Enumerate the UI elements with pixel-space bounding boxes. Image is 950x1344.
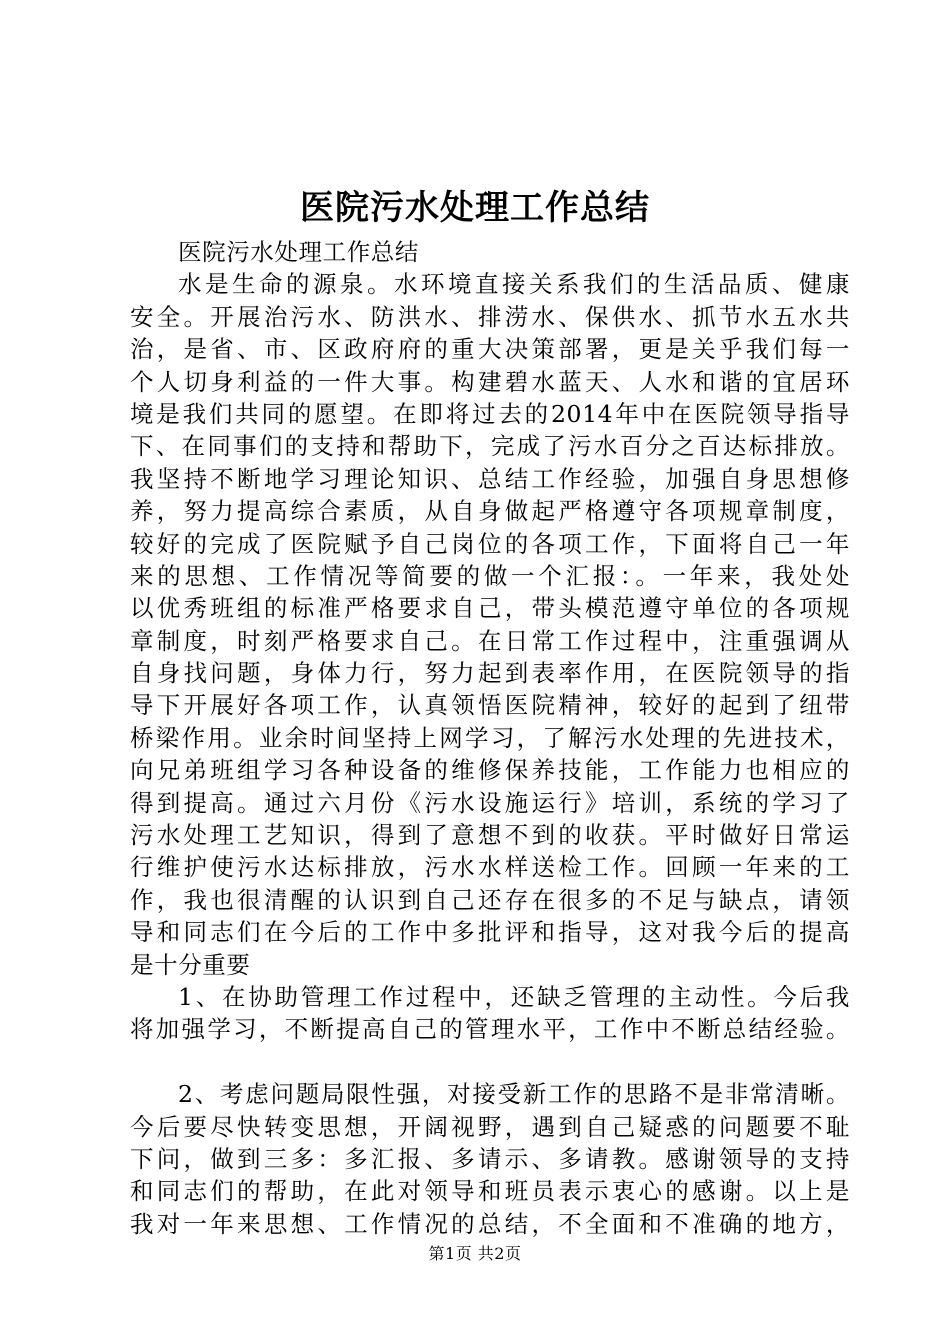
paragraph-gap: [130, 1046, 850, 1078]
body-line: 医院污水处理工作总结: [178, 238, 419, 266]
body-line: 行维护使污水达标排放，污水水样送检工作。回顾一年来的工: [130, 853, 850, 882]
body-line: 桥梁作用。业余时间坚持上网学习，了解污水处理的先进技术，: [130, 723, 850, 752]
page-footer: 第1页 共2页: [428, 1244, 522, 1263]
document-body: [130, 236, 850, 1240]
body-line: 养，努力提高综合素质，从自身做起严格遵守各项规章制度，: [130, 497, 850, 526]
body-line: 今后要尽快转变思想，开阔视野，遇到自己疑惑的问题要不耻: [130, 1112, 850, 1141]
body-line: 将加强学习，不断提高自己的管理水平，工作中不断总结经验。: [130, 1015, 850, 1044]
body-line: 导和同志们在今后的工作中多批评和指导，这对我今后的提高: [130, 918, 850, 947]
document-title: 医院污水处理工作总结: [300, 188, 650, 228]
body-line: 个人切身利益的一件大事。构建碧水蓝天、人水和谐的宜居环: [130, 367, 850, 396]
body-line: 和同志们的帮助，在此对领导和班员表示衷心的感谢。以上是: [130, 1177, 850, 1206]
body-line: 向兄弟班组学习各种设备的维修保养技能，工作能力也相应的: [130, 756, 850, 785]
body-line: 治，是省、市、区政府府的重大决策部署，更是关乎我们每一: [130, 335, 850, 364]
body-line: 来的思想、工作情况等简要的做一个汇报：。一年来，我处处: [130, 561, 850, 590]
body-line: 我对一年来思想、工作情况的总结，不全面和不准确的地方，: [130, 1209, 850, 1238]
body-line: 我坚持不断地学习理论知识、总结工作经验，加强自身思想修: [130, 464, 850, 493]
body-line: 导下开展好各项工作，认真领悟医院精神，较好的起到了纽带: [130, 691, 850, 720]
body-line: 境是我们共同的愿望。在即将过去的2014年中在医院领导指导: [130, 399, 850, 428]
body-line: 下问，做到三多：多汇报、多请示、多请教。感谢领导的支持: [130, 1144, 850, 1173]
body-line: 1、在协助管理工作过程中，还缺乏管理的主动性。今后我: [178, 982, 850, 1011]
body-line: 得到提高。通过六月份《污水设施运行》培训，系统的学习了: [130, 788, 850, 817]
body-line: 2、考虑问题局限性强，对接受新工作的思路不是非常清晰。: [178, 1080, 850, 1109]
body-line: 污水处理工艺知识，得到了意想不到的收获。平时做好日常运: [130, 821, 850, 850]
body-line: 是十分重要: [130, 950, 251, 979]
body-line: 安全。开展治污水、防洪水、排涝水、保供水、抓节水五水共: [130, 302, 850, 331]
body-line: 较好的完成了医院赋予自己岗位的各项工作，下面将自己一年: [130, 529, 850, 558]
body-line: 章制度，时刻严格要求自己。在日常工作过程中，注重强调从: [130, 626, 850, 655]
body-line: 以优秀班组的标准严格要求自己，带头模范遵守单位的各项规: [130, 594, 850, 623]
body-line: 水是生命的源泉。水环境直接关系我们的生活品质、健康: [178, 270, 850, 299]
body-line: 自身找问题，身体力行，努力起到表率作用，在医院领导的指: [130, 659, 850, 688]
body-line: 作，我也很清醒的认识到自己还存在很多的不足与缺点，请领: [130, 885, 850, 914]
body-line: 下、在同事们的支持和帮助下，完成了污水百分之百达标排放。: [130, 432, 850, 461]
